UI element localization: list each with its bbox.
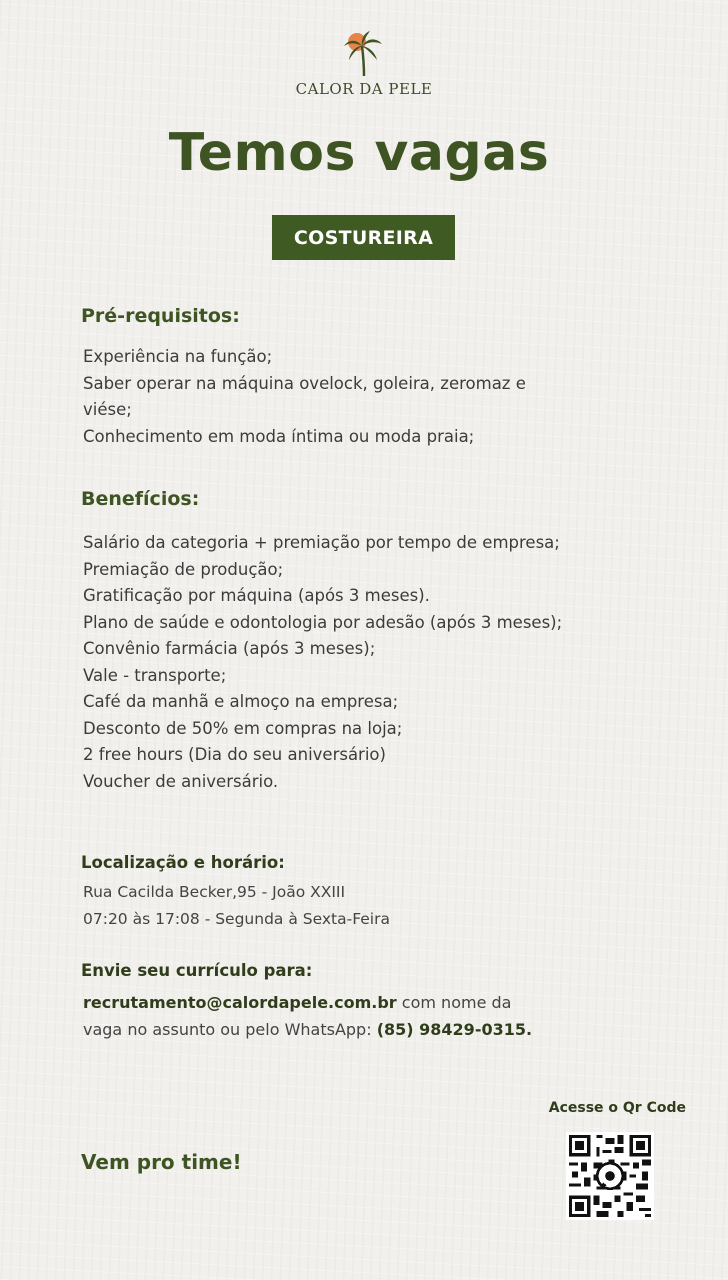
role-badge: COSTUREIRA <box>272 215 455 260</box>
list-item: Plano de saúde e odontologia por adesão (após 3 meses); <box>83 612 563 632</box>
brand-name: CALOR DA PELE <box>295 80 433 98</box>
apply-details <box>83 989 532 1043</box>
list-item: Voucher de aniversário. <box>83 771 279 791</box>
list-item: Conhecimento em moda íntima ou moda praia; <box>83 426 475 446</box>
page-title: Temos vagas <box>168 123 550 183</box>
requirements-title: Pré-requisitos: <box>81 305 240 327</box>
apply-title: Envie seu currículo para: <box>81 961 313 980</box>
requirements-list <box>83 344 526 450</box>
benefits-title: Benefícios: <box>81 488 200 510</box>
apply-text-1: com nome da <box>396 993 512 1012</box>
list-item: viése; <box>83 400 132 419</box>
hours-text: 07:20 às 17:08 - Segunda à Sexta-Feira <box>83 910 390 928</box>
call-to-action: Vem pro time! <box>81 1150 242 1174</box>
qr-label: Acesse o Qr Code <box>548 1100 686 1116</box>
list-item: 2 free hours (Dia do seu aniversário) <box>83 745 386 764</box>
qr-code[interactable] <box>566 1132 654 1220</box>
whatsapp-icon <box>597 1163 622 1188</box>
apply-text-2: vaga no assunto ou pelo WhatsApp: <box>83 1020 377 1039</box>
list-item: Premiação de produção; <box>83 559 284 579</box>
list-item: Desconto de 50% em compras na loja; <box>83 718 403 738</box>
address-text: Rua Cacilda Becker,95 - João XXIII <box>83 883 346 901</box>
list-item: Vale - transporte; <box>83 665 227 685</box>
list-item: Experiência na função; <box>83 347 273 366</box>
benefits-list <box>83 530 562 795</box>
palm-tree-sun-icon <box>340 30 386 78</box>
location-details <box>83 879 390 933</box>
list-item: Café da manhã e almoço na empresa; <box>83 692 399 711</box>
list-item: Saber operar na máquina ovelock, goleira, zeromaz e <box>83 373 526 393</box>
location-title: Localização e horário: <box>81 853 285 872</box>
list-item: Gratificação por máquina (após 3 meses). <box>83 586 430 605</box>
phone-link[interactable]: (85) 98429-0315. <box>376 1020 533 1039</box>
list-item: Salário da categoria + premiação por tempo de empresa; <box>83 533 560 552</box>
list-item: Convênio farmácia (após 3 meses); <box>83 639 376 658</box>
email-link[interactable]: recrutamento@calordapele.com.br <box>83 993 397 1012</box>
